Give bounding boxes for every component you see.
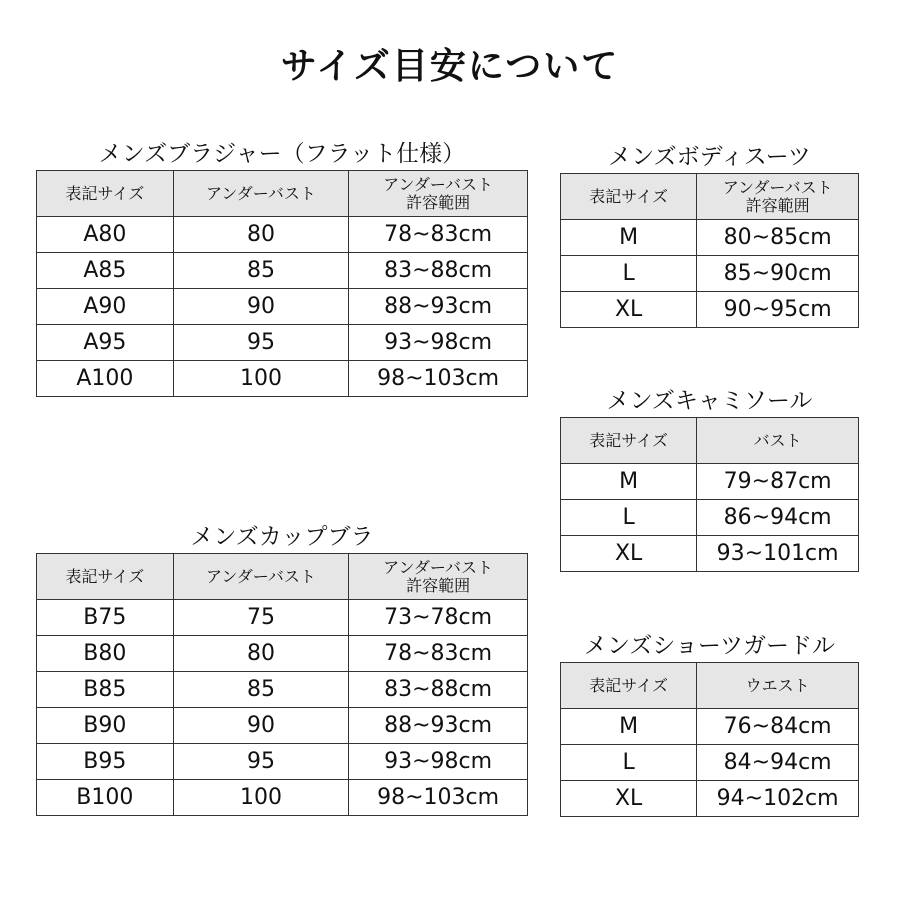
range-cell: 78~83cm — [349, 636, 528, 672]
range-cell: 98~103cm — [349, 361, 528, 397]
size-cell: A95 — [37, 325, 174, 361]
underbust-cell: 80 — [173, 636, 349, 672]
underbust-cell: 90 — [173, 289, 349, 325]
section-title-bodysuit: メンズボディスーツ — [608, 144, 811, 170]
size-cell: A90 — [37, 289, 174, 325]
underbust-cell: 100 — [173, 780, 349, 816]
table-row — [37, 253, 528, 289]
section-title-camisole: メンズキャミソール — [606, 388, 813, 414]
size-cell: L — [561, 256, 697, 292]
table-row — [561, 220, 859, 256]
size-cell: B85 — [37, 672, 174, 708]
underbust-cell: 95 — [173, 744, 349, 780]
section-title-shorts-girdle: メンズショーツガードル — [584, 633, 835, 659]
camisole-section — [560, 387, 859, 572]
range-cell: 86~94cm — [697, 500, 859, 536]
range-cell: 93~101cm — [697, 536, 859, 572]
table-row — [37, 780, 528, 816]
table-header-row — [561, 663, 859, 709]
header-label-size: 表記サイズ — [37, 554, 174, 600]
bodysuit-section — [560, 143, 859, 328]
underbust-cell: 75 — [173, 600, 349, 636]
header-label-size: 表記サイズ — [37, 171, 174, 217]
shorts-girdle-section — [560, 632, 859, 817]
size-cell: L — [561, 745, 697, 781]
range-cell: 93~98cm — [349, 744, 528, 780]
header-waist: ウエスト — [697, 663, 859, 709]
table-row — [561, 781, 859, 817]
table-row — [37, 361, 528, 397]
size-cell: M — [561, 220, 697, 256]
table-row — [37, 217, 528, 253]
range-cell: 90~95cm — [697, 292, 859, 328]
camisole-size-table — [560, 417, 859, 572]
underbust-cell: 90 — [173, 708, 349, 744]
bodysuit-size-table — [560, 173, 859, 328]
underbust-cell: 85 — [173, 253, 349, 289]
underbust-cell: 85 — [173, 672, 349, 708]
header-underbust-range: アンダーバスト 許容範囲 — [697, 174, 859, 220]
table-row — [561, 745, 859, 781]
size-cell: B100 — [37, 780, 174, 816]
table-row — [37, 289, 528, 325]
section-title-bra: メンズブラジャー（フラット仕様） — [98, 141, 466, 167]
table-row — [37, 672, 528, 708]
header-label-size: 表記サイズ — [561, 418, 697, 464]
table-header-row — [561, 418, 859, 464]
table-row — [37, 708, 528, 744]
size-cell: A80 — [37, 217, 174, 253]
underbust-cell: 100 — [173, 361, 349, 397]
range-cell: 83~88cm — [349, 672, 528, 708]
header-label-size: 表記サイズ — [561, 174, 697, 220]
range-cell: 88~93cm — [349, 289, 528, 325]
cup-bra-size-table — [36, 553, 528, 816]
range-cell: 73~78cm — [349, 600, 528, 636]
range-cell: 76~84cm — [697, 709, 859, 745]
bra-size-table — [36, 170, 528, 397]
size-cell: A85 — [37, 253, 174, 289]
header-underbust-range: アンダーバスト 許容範囲 — [349, 554, 528, 600]
size-cell: B75 — [37, 600, 174, 636]
table-row — [561, 464, 859, 500]
range-cell: 83~88cm — [349, 253, 528, 289]
size-cell: XL — [561, 292, 697, 328]
header-underbust: アンダーバスト — [173, 554, 349, 600]
table-header-row — [561, 174, 859, 220]
size-cell: XL — [561, 536, 697, 572]
size-cell: B95 — [37, 744, 174, 780]
table-row — [37, 600, 528, 636]
size-cell: L — [561, 500, 697, 536]
size-cell: A100 — [37, 361, 174, 397]
header-underbust: アンダーバスト — [173, 171, 349, 217]
range-cell: 88~93cm — [349, 708, 528, 744]
table-row — [37, 636, 528, 672]
range-cell: 94~102cm — [697, 781, 859, 817]
table-row — [37, 744, 528, 780]
table-row — [561, 500, 859, 536]
range-cell: 80~85cm — [697, 220, 859, 256]
shorts-girdle-size-table — [560, 662, 859, 817]
header-label-size: 表記サイズ — [561, 663, 697, 709]
cup-bra-section — [36, 523, 528, 816]
underbust-cell: 80 — [173, 217, 349, 253]
underbust-cell: 95 — [173, 325, 349, 361]
range-cell: 84~94cm — [697, 745, 859, 781]
size-cell: M — [561, 464, 697, 500]
table-row — [561, 536, 859, 572]
range-cell: 98~103cm — [349, 780, 528, 816]
bra-section — [36, 140, 528, 397]
size-cell: B80 — [37, 636, 174, 672]
size-cell: M — [561, 709, 697, 745]
range-cell: 79~87cm — [697, 464, 859, 500]
table-row — [561, 292, 859, 328]
table-header-row — [37, 554, 528, 600]
table-row — [37, 325, 528, 361]
table-row — [561, 709, 859, 745]
size-cell: XL — [561, 781, 697, 817]
size-cell: B90 — [37, 708, 174, 744]
table-header-row — [37, 171, 528, 217]
range-cell: 93~98cm — [349, 325, 528, 361]
range-cell: 78~83cm — [349, 217, 528, 253]
header-underbust-range: アンダーバスト 許容範囲 — [349, 171, 528, 217]
range-cell: 85~90cm — [697, 256, 859, 292]
section-title-cup-bra: メンズカップブラ — [190, 524, 374, 550]
table-row — [561, 256, 859, 292]
page-title: サイズ目安について — [280, 45, 620, 87]
header-bust: バスト — [697, 418, 859, 464]
